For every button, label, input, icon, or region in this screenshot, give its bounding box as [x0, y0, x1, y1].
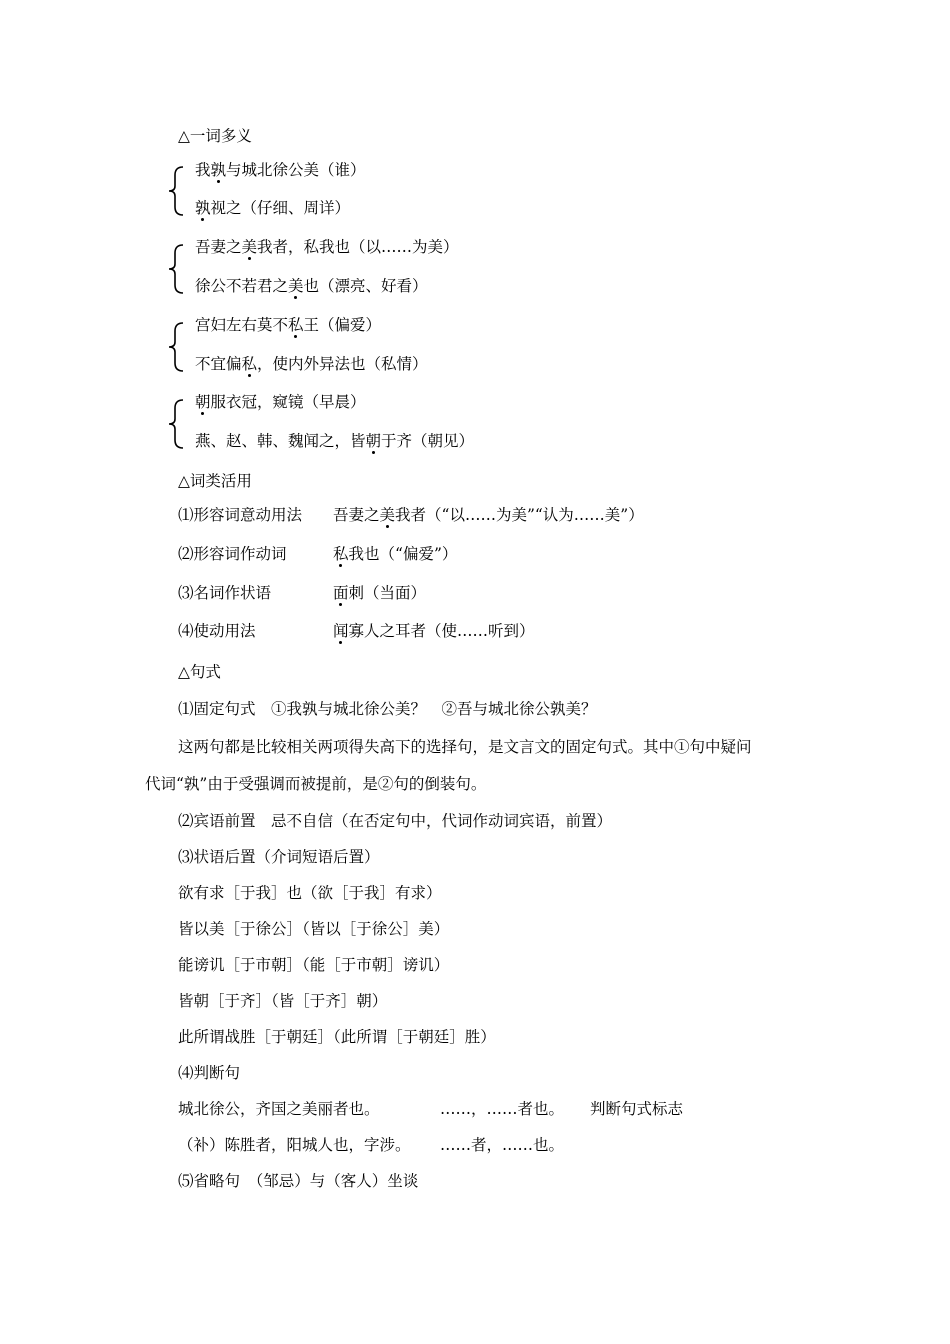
polysemy-line: 不宜偏私，使内外异法也（私情） [195, 355, 428, 373]
adverbial-line: 皆朝［于齐］（皆［于齐］朝） [178, 992, 388, 1010]
polysemy-line: 我孰与城北徐公美（谁） [195, 161, 366, 179]
polysemy-line: 宫妇左右莫不私王（偏爱） [195, 316, 382, 334]
word-class-example: 吾妻之美我者（“以……为美”“认为……美”） [333, 506, 644, 524]
word-class-label: ⑶名词作状语 [178, 584, 272, 602]
adverbial-line: 皆以美［于徐公］（皆以［于徐公］美） [178, 920, 450, 938]
judgment-pattern: ……者，……也。 [440, 1136, 565, 1154]
polysemy-line: 徐公不若君之美也（漂亮、好看） [195, 277, 428, 295]
polysemy-line: 孰视之（仔细、周详） [195, 199, 351, 217]
heading-sentence-patterns: △句式 [178, 663, 221, 681]
adverbial-line: 此所谓战胜［于朝廷］（此所谓［于朝廷］胜） [178, 1028, 496, 1046]
judgment-pattern: ……，……者也。 [440, 1100, 565, 1118]
heading-polysemy: △一词多义 [178, 127, 252, 145]
brace-icon [166, 398, 188, 450]
adverbial-heading: ⑶状语后置（介词短语后置） [178, 848, 380, 866]
word-class-example: 面刺（当面） [333, 584, 427, 602]
polysemy-line: 燕、赵、韩、魏闻之，皆朝于齐（朝见） [195, 432, 475, 450]
ellipsis-pattern: ⑸省略句 （邹忌）与（客人）坐谈 [178, 1172, 419, 1190]
explanation-paragraph-2: 代词“孰”由于受强调而被提前，是②句的倒装句。 [145, 775, 487, 793]
brace-icon [166, 165, 188, 217]
adverbial-line: 能谤讥［于市朝］（能［于市朝］谤讥） [178, 956, 450, 974]
word-class-label: ⑷使动用法 [178, 622, 256, 640]
word-class-example: 闻寡人之耳者（使……听到） [333, 622, 535, 640]
object-front-pattern: ⑵宾语前置 忌不自信（在否定句中，代词作动词宾语，前置） [178, 812, 613, 830]
polysemy-line: 朝服衣冠，窥镜（早晨） [195, 393, 366, 411]
brace-icon [166, 321, 188, 373]
judgment-note: 判断句式标志 [590, 1100, 684, 1118]
word-class-label: ⑴形容词意动用法 [178, 506, 303, 524]
polysemy-line: 吾妻之美我者，私我也（以……为美） [195, 238, 459, 256]
explanation-paragraph-1: 这两句都是比较相关两项得失高下的选择句，是文言文的固定句式。其中①句中疑问 [178, 738, 752, 756]
fixed-pattern: ⑴固定句式 ①我孰与城北徐公美？ ②吾与城北徐公孰美？ [178, 700, 597, 718]
judgment-heading: ⑷判断句 [178, 1064, 241, 1082]
word-class-example: 私我也（“偏爱”） [333, 545, 458, 563]
adverbial-line: 欲有求［于我］也（欲［于我］有求） [178, 884, 442, 902]
word-class-label: ⑵形容词作动词 [178, 545, 287, 563]
judgment-example: 城北徐公，齐国之美丽者也。 [178, 1100, 380, 1118]
brace-icon [166, 243, 188, 295]
heading-word-class: △词类活用 [178, 472, 252, 490]
judgment-example: （补）陈胜者，阳城人也，字涉。 [178, 1136, 411, 1154]
